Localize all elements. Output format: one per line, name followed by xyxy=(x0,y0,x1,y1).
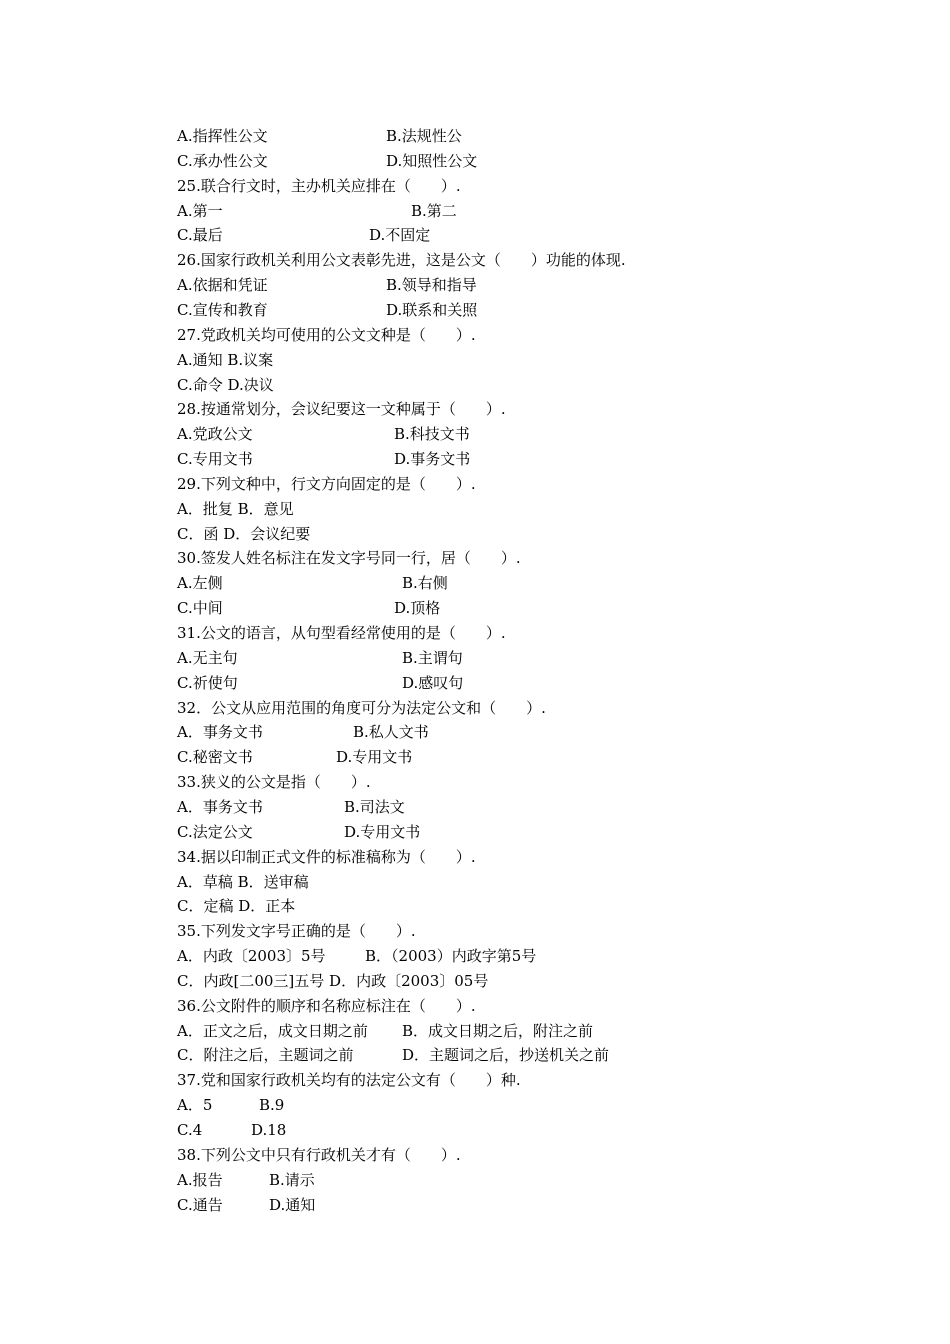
line-text-second: B．（2003）内政字第5号 xyxy=(365,947,537,966)
line-text: 37.党和国家行政机关均有的法定公文有（ ）种. xyxy=(177,1071,521,1090)
line-text-second: D．主题词之后，抄送机关之前 xyxy=(402,1046,610,1065)
option-line xyxy=(177,126,462,146)
option-line xyxy=(177,201,457,221)
option-line xyxy=(177,1045,610,1065)
option-line xyxy=(177,747,413,767)
line-text: A.党政公文 xyxy=(177,425,253,444)
option-line xyxy=(177,1120,287,1140)
line-text: 38.下列公文中只有行政机关才有（ ）. xyxy=(177,1145,461,1164)
option-line xyxy=(177,1021,594,1041)
line-text-second: D.专用文书 xyxy=(336,748,413,767)
line-text: C．内政[二00三]五号 D．内政〔2003〕05号 xyxy=(177,971,489,990)
question-line xyxy=(177,971,488,991)
option-line xyxy=(177,151,478,171)
option-line xyxy=(177,673,464,693)
line-text: A.指挥性公文 xyxy=(177,127,268,145)
option-line xyxy=(177,573,448,593)
line-text: 35.下列发文字号正确的是（ ）. xyxy=(177,922,416,941)
line-text: A.无主句 xyxy=(177,648,238,667)
line-text-second: B.法规性公 xyxy=(386,127,462,145)
question-line xyxy=(177,772,371,792)
line-text-second: B.第二 xyxy=(411,201,457,220)
question-line xyxy=(177,250,626,270)
line-text: 26.国家行政机关利用公文表彰先进，这是公文（ ）功能的体现. xyxy=(177,251,626,270)
line-text: A．草稿 B．送审稿 xyxy=(177,872,309,891)
line-text-second: B.请示 xyxy=(269,1170,315,1189)
line-text-second: D.18 xyxy=(251,1121,287,1139)
question-line xyxy=(177,375,274,395)
option-line xyxy=(177,1095,285,1115)
question-line xyxy=(177,176,461,196)
line-text: A.通知 B.议案 xyxy=(177,350,274,369)
option-line xyxy=(177,1195,316,1215)
line-text-second: B.科技文书 xyxy=(394,425,470,444)
line-text: C．附注之后，主题词之前 xyxy=(177,1046,354,1065)
line-text: C.最后 xyxy=(177,226,223,245)
line-text: 32．公文从应用范围的角度可分为法定公文和（ ）. xyxy=(177,698,546,717)
line-text: C.命令 D.决议 xyxy=(177,375,274,394)
option-line xyxy=(177,598,441,618)
question-line xyxy=(177,921,416,941)
option-line xyxy=(177,797,405,817)
line-text-second: D.通知 xyxy=(269,1195,316,1214)
option-line xyxy=(177,946,537,966)
question-line xyxy=(177,1145,461,1165)
line-text: A.第一 xyxy=(177,201,223,220)
question-line xyxy=(177,1070,521,1090)
option-line xyxy=(177,275,477,295)
line-text: A．内政〔2003〕5号 xyxy=(177,947,326,966)
option-line xyxy=(177,449,471,469)
question-line xyxy=(177,996,476,1016)
line-text-second: D.事务文书 xyxy=(394,450,471,469)
line-text: 31.公文的语言，从句型看经常使用的是（ ）. xyxy=(177,624,506,642)
line-text: C.宣传和教育 xyxy=(177,300,268,319)
question-line xyxy=(177,623,506,643)
option-line xyxy=(177,722,429,742)
line-text: C．函 D．会议纪要 xyxy=(177,524,311,543)
line-text: C.4 xyxy=(177,1121,203,1139)
question-line xyxy=(177,524,310,544)
line-text-second: B．成文日期之后，附注之前 xyxy=(402,1021,594,1040)
line-text-second: B.9 xyxy=(259,1096,285,1115)
line-text: 25.联合行文时，主办机关应排在（ ）. xyxy=(177,176,461,195)
line-text-second: D.知照性公文 xyxy=(386,151,478,170)
line-text: A.依据和凭证 xyxy=(177,276,268,295)
question-line xyxy=(177,399,506,419)
line-text-second: B.右侧 xyxy=(402,574,448,593)
line-text: 36.公文附件的顺序和名称应标注在（ ）. xyxy=(177,996,476,1015)
question-line xyxy=(177,872,309,892)
option-line xyxy=(177,1170,315,1190)
line-text: A.报告 xyxy=(177,1170,223,1189)
line-text: C．定稿 D．正本 xyxy=(177,897,296,916)
line-text: C.通告 xyxy=(177,1195,223,1214)
question-line xyxy=(177,499,294,519)
line-text-second: B.司法文 xyxy=(344,797,405,816)
option-line xyxy=(177,822,421,842)
question-line xyxy=(177,350,273,370)
line-text: 34.据以印制正式文件的标准稿称为（ ）. xyxy=(177,847,476,866)
line-text: C.中间 xyxy=(177,599,223,618)
line-text: A．事务文书 xyxy=(177,797,263,816)
question-line xyxy=(177,548,521,568)
line-text-second: B.私人文书 xyxy=(353,723,429,742)
line-text: C.专用文书 xyxy=(177,450,253,469)
line-text-second: D.不固定 xyxy=(369,226,431,245)
line-text: A．事务文书 xyxy=(177,723,263,742)
question-line xyxy=(177,847,476,867)
question-line xyxy=(177,896,295,916)
line-text-second: D.顶格 xyxy=(394,599,441,618)
line-text: C.承办性公文 xyxy=(177,151,268,170)
line-text: 30.签发人姓名标注在发文字号同一行，居（ ）. xyxy=(177,549,521,568)
line-text: C.法定公文 xyxy=(177,822,253,841)
question-line xyxy=(177,325,476,345)
line-text-second: D.感叹句 xyxy=(402,673,464,692)
option-line xyxy=(177,648,463,668)
line-text: A．5 xyxy=(177,1096,213,1115)
line-text-second: B.主谓句 xyxy=(402,648,463,667)
line-text: A.左侧 xyxy=(177,574,223,593)
line-text: 27.党政机关均可使用的公文文种是（ ）. xyxy=(177,325,476,344)
option-line xyxy=(177,424,470,444)
option-line xyxy=(177,225,431,245)
line-text: C.祈使句 xyxy=(177,673,238,692)
option-line xyxy=(177,300,478,320)
question-line xyxy=(177,474,476,494)
line-text-second: D.联系和关照 xyxy=(386,300,478,319)
line-text-second: B.领导和指导 xyxy=(386,276,477,295)
line-text: 29.下列文种中，行文方向固定的是（ ）. xyxy=(177,474,476,493)
line-text-second: D.专用文书 xyxy=(344,822,421,841)
line-text: A．正文之后，成文日期之前 xyxy=(177,1021,368,1040)
line-text: C.秘密文书 xyxy=(177,748,253,767)
line-text: 28.按通常划分，会议纪要这一文种属于（ ）. xyxy=(177,400,506,419)
question-line xyxy=(177,698,546,718)
line-text: A．批复 B．意见 xyxy=(177,499,294,518)
line-text: 33.狭义的公文是指（ ）. xyxy=(177,773,371,792)
